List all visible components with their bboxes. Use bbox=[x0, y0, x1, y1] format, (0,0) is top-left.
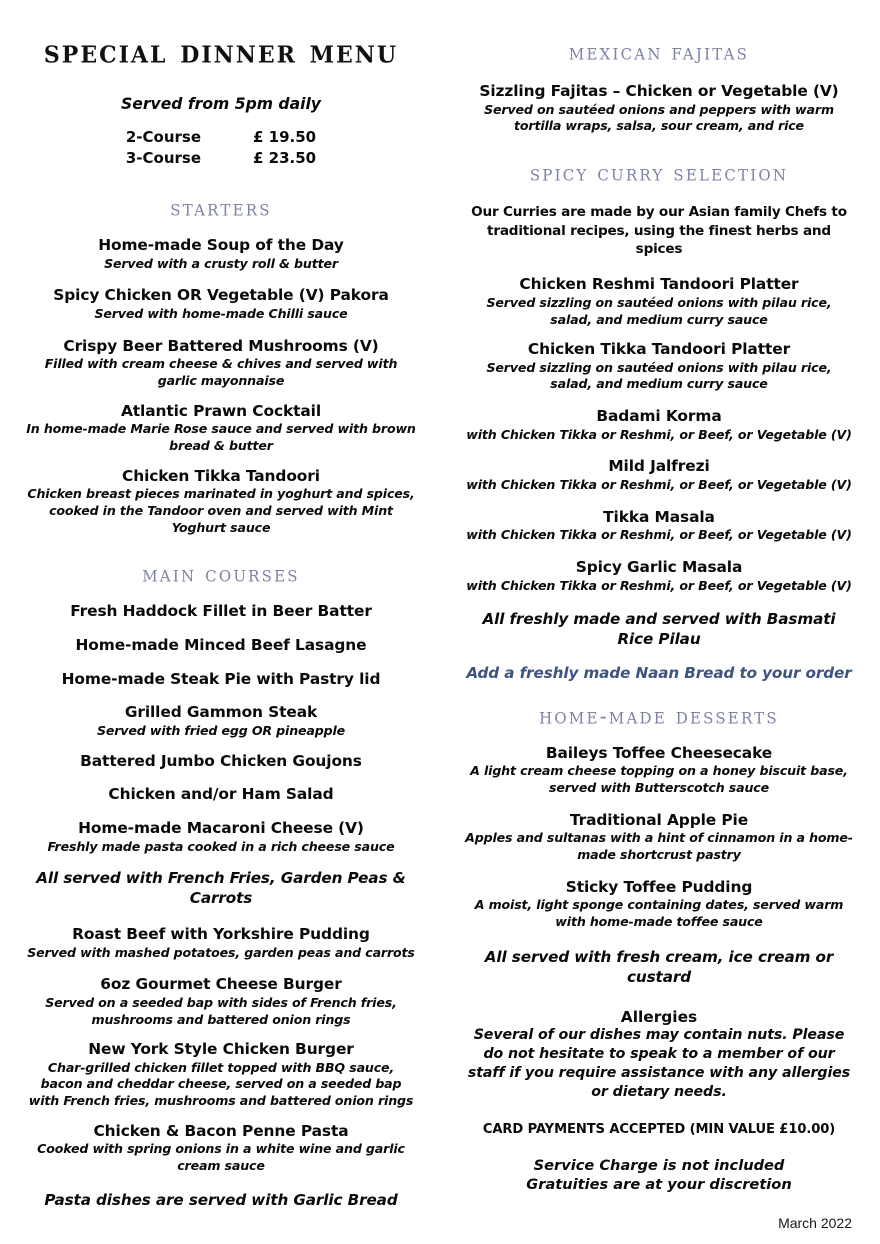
menu-item bbox=[26, 602, 416, 622]
section-heading-home-made-desserts: home-made desserts bbox=[539, 703, 779, 729]
menu-item bbox=[26, 752, 416, 772]
dish-description: Chicken breast pieces marinated in yoghurt and spices, cooked in the Tandoor oven and served with Mint Yoghurt sauce bbox=[27, 486, 415, 535]
dish-name: Chicken & Bacon Penne Pasta bbox=[93, 1121, 349, 1140]
menu-item bbox=[26, 785, 416, 805]
dish-description: with Chicken Tikka or Reshmi, or Beef, or Vegetable (V) bbox=[466, 527, 852, 543]
page-title: special dinner menu bbox=[43, 32, 399, 72]
dish-description: Apples and sultanas with a hint of cinnamon in a home-made shortcrust pastry bbox=[465, 830, 853, 862]
dish-name: Chicken Tikka Tandoori bbox=[122, 466, 320, 485]
dish-description: Freshly made pasta cooked in a rich cheese sauce bbox=[47, 838, 395, 854]
dish-description: Served with a crusty roll & butter bbox=[104, 255, 338, 271]
dish-name: New York Style Chicken Burger bbox=[88, 1040, 354, 1059]
menu-item bbox=[26, 337, 416, 390]
dish-name: Roast Beef with Yorkshire Pudding bbox=[72, 924, 370, 943]
price-amount: £ 19.50 bbox=[253, 127, 317, 146]
menu-date-stamp: March 2022 bbox=[778, 1215, 852, 1231]
section-heading-mexican-fajitas: mexican fajitas bbox=[568, 39, 750, 65]
dish-description: Served with home-made Chilli sauce bbox=[94, 306, 348, 322]
desserts-serving-note: All served with fresh cream, ice cream or custard bbox=[484, 948, 834, 987]
dish-name: Chicken and/or Ham Salad bbox=[108, 785, 334, 804]
dish-name: Home-made Macaroni Cheese (V) bbox=[78, 819, 364, 838]
dish-name: Chicken Tikka Tandoori Platter bbox=[527, 340, 791, 359]
menu-item bbox=[464, 558, 854, 594]
dish-description: Char-grilled chicken fillet topped with BBQ sauce, bacon and cheddar cheese, served on a seeded bap with French fries, mushrooms and battered onion rings bbox=[28, 1059, 414, 1109]
dish-name: Home-made Steak Pie with Pastry lid bbox=[61, 669, 381, 688]
curry-serving-note: All freshly made and served with Basmati Rice Pilau bbox=[482, 610, 836, 649]
dish-description: Served with fried egg OR pineapple bbox=[96, 723, 346, 738]
menu-item bbox=[464, 340, 854, 393]
section-heading-spicy-curry-selection: spicy curry selection bbox=[529, 160, 789, 186]
dish-name: Chicken Reshmi Tandoori Platter bbox=[519, 275, 799, 294]
menu-item bbox=[26, 636, 416, 656]
dish-description: A moist, light sponge containing dates, served warm with home-made toffee sauce bbox=[474, 897, 844, 929]
dish-name: 6oz Gourmet Cheese Burger bbox=[100, 975, 342, 994]
menu-item bbox=[464, 407, 854, 443]
pasta-serving-note: Pasta dishes are served with Garlic Bread bbox=[44, 1190, 398, 1209]
menu-item bbox=[26, 286, 416, 322]
price-label: 2-Course bbox=[125, 127, 202, 146]
dish-name: Tikka Masala bbox=[603, 507, 715, 526]
dish-description: In home-made Marie Rose sauce and served with brown bread & butter bbox=[26, 421, 416, 453]
dish-description: with Chicken Tikka or Reshmi, or Beef, or Vegetable (V) bbox=[466, 577, 852, 593]
menu-item bbox=[464, 744, 854, 797]
price-label: 3-Course bbox=[125, 149, 202, 168]
served-from-line: Served from 5pm daily bbox=[121, 94, 321, 113]
menu-item bbox=[26, 925, 416, 961]
dish-description: Filled with cream cheese & chives and served with garlic mayonnaise bbox=[44, 356, 398, 389]
dish-description: A light cream cheese topping on a honey biscuit base, served with Butterscotch sauce bbox=[470, 763, 848, 795]
menu-item bbox=[26, 819, 416, 855]
dish-name: Spicy Garlic Masala bbox=[575, 558, 743, 577]
dish-description: Served with mashed potatoes, garden peas and carrots bbox=[27, 944, 415, 960]
allergies-text: Several of our dishes may contain nuts. Please do not hesitate to speak to a member of our staff if you require assistance with any allergies or dietary needs. bbox=[467, 1026, 851, 1101]
price-table bbox=[126, 127, 316, 171]
dish-description: with Chicken Tikka or Reshmi, or Beef, or Vegetable (V) bbox=[466, 426, 852, 442]
dish-name: Traditional Apple Pie bbox=[569, 810, 749, 829]
dish-description: Served on sautéed onions and peppers with warm tortilla wraps, salsa, sour cream, and rice bbox=[484, 101, 834, 134]
dish-name: Crispy Beer Battered Mushrooms (V) bbox=[63, 336, 379, 355]
menu-item bbox=[464, 82, 854, 135]
dish-name: Fresh Haddock Fillet in Beer Batter bbox=[70, 602, 372, 621]
menu-item bbox=[464, 508, 854, 544]
dish-description: Cooked with spring onions in a white wine and garlic cream sauce bbox=[37, 1141, 405, 1174]
price-amount: £ 23.50 bbox=[253, 149, 317, 168]
menu-item bbox=[26, 402, 416, 455]
dish-name: Battered Jumbo Chicken Goujons bbox=[80, 751, 362, 770]
dish-name: Sizzling Fajitas – Chicken or Vegetable (V) bbox=[479, 82, 839, 100]
menu-item bbox=[26, 1122, 416, 1175]
allergies-heading: Allergies bbox=[620, 1007, 698, 1026]
dish-name: Home-made Minced Beef Lasagne bbox=[75, 635, 367, 654]
dish-name: Baileys Toffee Cheesecake bbox=[545, 743, 773, 762]
curry-intro-text: Our Curries are made by our Asian family Chefs to traditional recipes, using the finest herbs and spices bbox=[471, 203, 847, 258]
price-row bbox=[126, 148, 316, 170]
menu-item bbox=[464, 275, 854, 328]
dish-description: Served sizzling on sautéed onions with pilau rice, salad, and medium curry sauce bbox=[486, 359, 832, 392]
gratuities-line: Gratuities are at your discretion bbox=[526, 1176, 792, 1194]
naan-bread-upsell-note: Add a freshly made Naan Bread to your order bbox=[466, 663, 852, 682]
menu-item bbox=[26, 467, 416, 537]
right-column bbox=[440, 0, 880, 1244]
section-heading-main-courses: main courses bbox=[142, 561, 300, 587]
dish-name: Sticky Toffee Pudding bbox=[565, 877, 753, 896]
dish-name: Home-made Soup of the Day bbox=[98, 236, 344, 255]
card-payments-note: CARD PAYMENTS ACCEPTED (MIN VALUE £10.00) bbox=[482, 1122, 836, 1138]
section-heading-starters: starters bbox=[170, 195, 272, 221]
menu-item bbox=[26, 1040, 416, 1110]
dish-name: Atlantic Prawn Cocktail bbox=[120, 401, 321, 420]
service-charge-line: Service Charge is not included bbox=[533, 1157, 785, 1175]
dish-description: with Chicken Tikka or Reshmi, or Beef, or Vegetable (V) bbox=[466, 477, 852, 493]
dish-name: Grilled Gammon Steak bbox=[124, 703, 318, 722]
price-row bbox=[126, 127, 316, 149]
dish-description: Served sizzling on sautéed onions with pilau rice, salad, and medium curry sauce bbox=[486, 294, 832, 327]
dish-name: Badami Korma bbox=[596, 407, 722, 426]
menu-item bbox=[26, 703, 416, 739]
menu-item bbox=[464, 457, 854, 493]
menu-item bbox=[26, 236, 416, 272]
menu-item bbox=[464, 811, 854, 864]
dish-name: Spicy Chicken OR Vegetable (V) Pakora bbox=[53, 286, 389, 305]
dish-name: Mild Jalfrezi bbox=[608, 457, 710, 476]
mains-serving-note: All served with French Fries, Garden Peas & Carrots bbox=[36, 869, 406, 908]
menu-item bbox=[464, 878, 854, 931]
dish-description: Served on a seeded bap with sides of French fries, mushrooms and battered onion rings bbox=[45, 994, 397, 1027]
menu-item bbox=[26, 975, 416, 1028]
menu-item bbox=[26, 670, 416, 690]
